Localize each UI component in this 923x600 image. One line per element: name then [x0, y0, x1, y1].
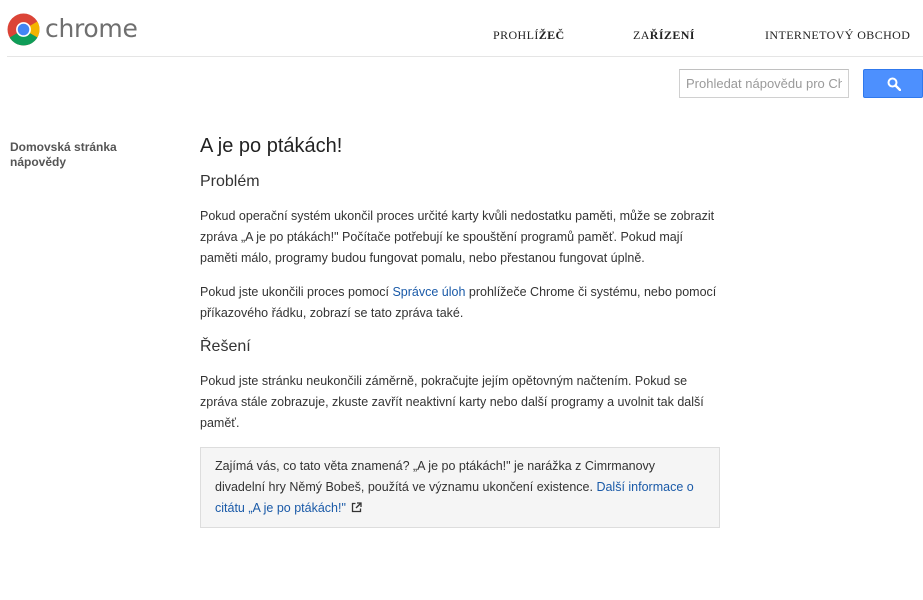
- help-home-link[interactable]: Domovská stránka nápovědy: [10, 140, 117, 169]
- info-note: [200, 447, 720, 528]
- logo-text: chrome: [45, 14, 138, 43]
- article: [200, 134, 720, 528]
- chrome-logo[interactable]: [7, 12, 138, 48]
- header-divider: [7, 56, 923, 57]
- quote-info-link[interactable]: Další informace o citátu „A je po ptákách!": [215, 480, 694, 515]
- task-manager-link[interactable]: Správce úloh: [392, 285, 466, 299]
- nav-web-store[interactable]: INTERNETOVÝ OBCHOD: [765, 28, 911, 42]
- chrome-logo-icon: [7, 13, 40, 46]
- problem-paragraph-2: Pokud jste ukončili proces pomocí Správce úloh prohlížeče Chrome či systému, nebo pomocí příkazového řádku, zobrazí se tato zpráva také.: [200, 285, 717, 320]
- search-input[interactable]: [679, 69, 849, 98]
- search-button[interactable]: [863, 69, 923, 98]
- header: [0, 0, 923, 57]
- magnifier-icon: [887, 77, 901, 91]
- nav-devices[interactable]: ZAŘÍZENÍ: [633, 28, 695, 42]
- external-link-icon: [351, 502, 362, 513]
- problem-paragraph-1: Pokud operační systém ukončil proces určité karty kvůli nedostatku paměti, může se zobrazit zpráva „A je po ptákách!" Počítače potřebují ke spouštění programů paměť. Pokud mají paměti málo, programy budou fungovat pomalu, nebo přestanou fungovat úplně.: [200, 209, 715, 265]
- page-title: A je po ptákách!: [200, 135, 343, 157]
- problem-heading: Problém: [200, 173, 260, 190]
- note-text: Zajímá vás, co tato věta znamená? „A je po ptákách!" je narážka z Cimrmanovy divadelní hry Němý Bobeš, použítá ve významu ukončení existence.: [215, 459, 656, 494]
- solution-paragraph: Pokud jste stránku neukončili záměrně, pokračujte jejím opětovným načtením. Pokud se zpráva stále zobrazuje, zkuste zavřít neaktivní karty nebo další programy a uvolnit tak další paměť.: [200, 374, 704, 430]
- nav-browser[interactable]: PROHLÍŽEČ: [493, 28, 565, 42]
- solution-heading: Řešení: [200, 338, 251, 355]
